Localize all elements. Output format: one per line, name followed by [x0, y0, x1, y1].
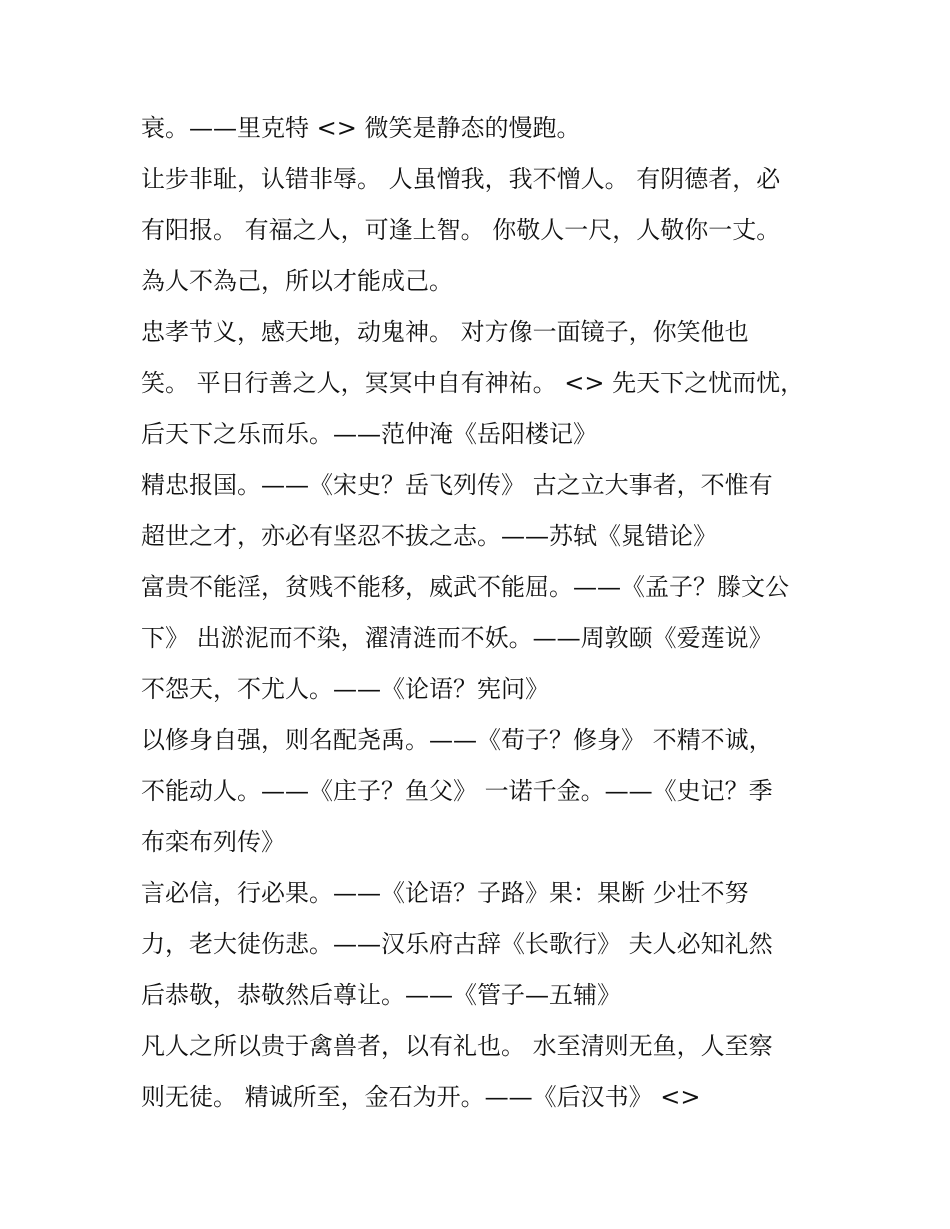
text-line: 以修身自强，则名配尧禹。——《荀子？修身》 不精不诚，: [141, 726, 773, 754]
text-line: 不怨天，不尤人。——《论语？宪问》: [141, 675, 549, 703]
text-line: 忠孝节义，感天地，动鬼神。 对方像一面镜子，你笑他也: [141, 318, 749, 346]
text-line: 富贵不能淫，贫贱不能移，威武不能屈。——《孟子？滕文公: [141, 573, 789, 601]
text-line: 不能动人。——《庄子？鱼父》 一诺千金。——《史记？季: [141, 777, 773, 805]
document-text-block: [141, 103, 841, 1123]
text-line: 有阳报。 有福之人，可逢上智。 你敬人一尺，人敬你一丈。: [141, 216, 781, 244]
text-line: 后天下之乐而乐。——范仲淹《岳阳楼记》: [141, 420, 597, 448]
text-line: 布栾布列传》: [141, 828, 285, 856]
text-line: 言必信，行必果。——《论语？子路》果：果断 少壮不努: [141, 879, 749, 907]
text-line: 后恭敬，恭敬然后尊让。——《管子—五辅》: [141, 981, 621, 1009]
text-line: 下》 出淤泥而不染，濯清涟而不妖。——周敦颐《爱莲说》: [141, 624, 773, 652]
text-line: 超世之才，亦必有坚忍不拔之志。——苏轼《晁错论》: [141, 522, 717, 550]
text-line: 力，老大徒伤悲。——汉乐府古辞《长歌行》 夫人必知礼然: [141, 930, 773, 958]
text-line: 精忠报国。——《宋史？岳飞列传》 古之立大事者，不惟有: [141, 471, 773, 499]
text-line: 笑。 平日行善之人，冥冥中自有神祐。 <> 先天下之忧而忧，: [141, 369, 805, 397]
text-line: 凡人之所以贵于禽兽者，以有礼也。 水至清则无鱼，人至察: [141, 1032, 773, 1060]
text-line: 衰。——里克特 <> 微笑是静态的慢跑。: [141, 114, 581, 142]
text-line: 则无徒。 精诚所至，金石为开。——《后汉书》 <>: [141, 1083, 701, 1111]
text-line: 让步非耻，认错非辱。 人虽憎我，我不憎人。 有阴德者，必: [141, 165, 781, 193]
text-line: 為人不為己，所以才能成己。: [141, 267, 453, 295]
